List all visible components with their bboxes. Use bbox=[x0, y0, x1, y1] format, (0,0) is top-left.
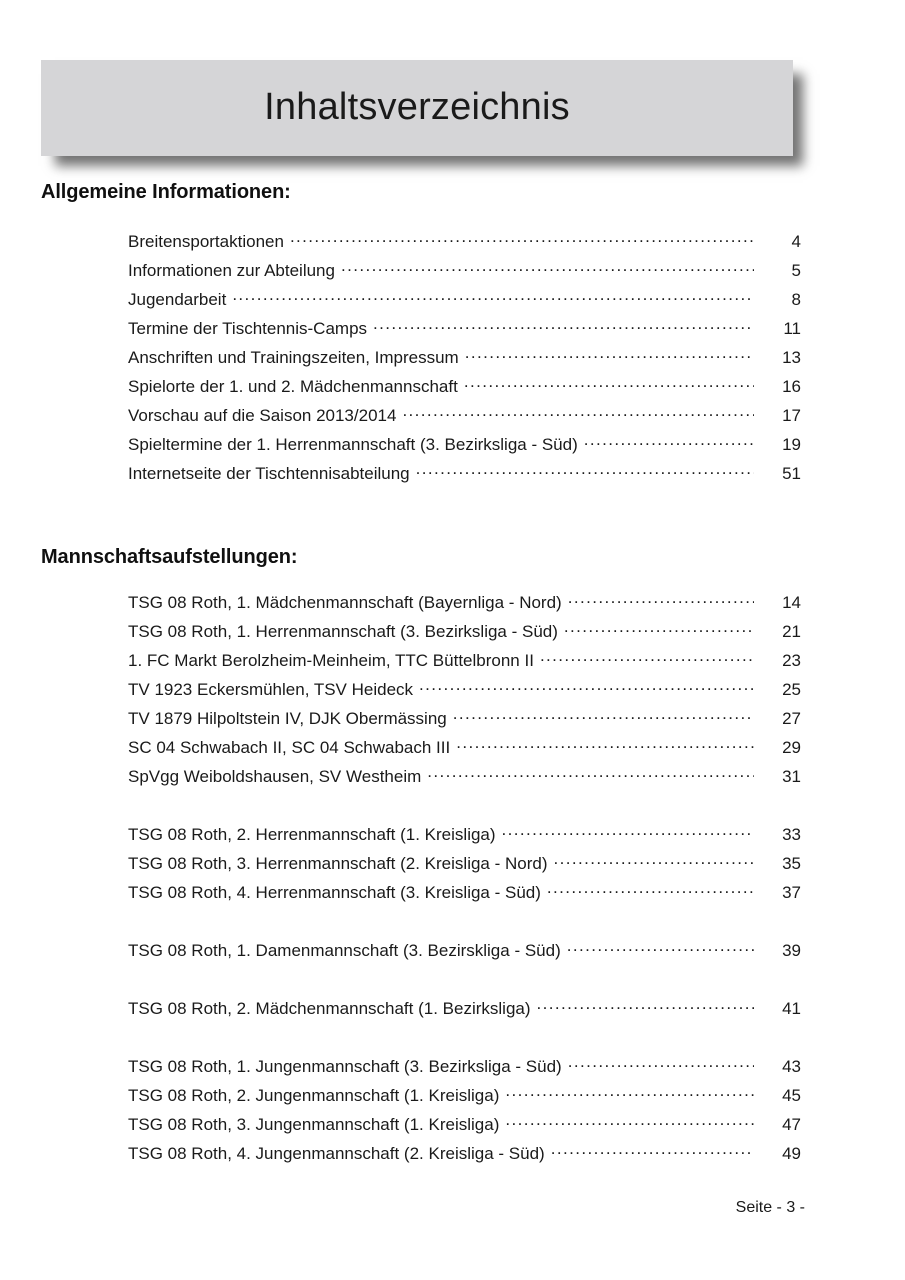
toc-entry-label: Termine der Tischtennis-Camps bbox=[128, 319, 368, 338]
toc-dot-leader bbox=[453, 707, 754, 724]
toc-entry-label: Anschriften und Trainingszeiten, Impressum bbox=[128, 348, 459, 367]
toc-entry-label: TSG 08 Roth, 2. Jungenmannschaft (1. Kreisliga) bbox=[128, 1086, 500, 1105]
toc-entry-page-number: 21 bbox=[782, 622, 801, 641]
toc-entry-label: Vorschau auf die Saison 2013/2014 bbox=[128, 406, 397, 425]
toc-entry-label: TSG 08 Roth, 4. Jungenmannschaft (2. Kreisliga - Süd) bbox=[128, 1144, 545, 1163]
toc-dot-leader bbox=[551, 1142, 754, 1159]
toc-dot-leader bbox=[564, 620, 754, 637]
toc-dot-leader bbox=[584, 433, 754, 450]
toc-list-mannschaftsaufstellungen bbox=[128, 591, 801, 1171]
toc-entry-page-number: 29 bbox=[782, 738, 801, 757]
toc-entry-page-number: 5 bbox=[791, 261, 801, 280]
toc-entry-label: TSG 08 Roth, 1. Herrenmannschaft (3. Bezirksliga - Süd) bbox=[128, 622, 558, 641]
toc-entry[interactable] bbox=[128, 288, 801, 317]
toc-entry[interactable] bbox=[128, 346, 801, 375]
toc-group-spacer bbox=[128, 910, 801, 939]
toc-entry-label: Spielorte der 1. und 2. Mädchenmannschaft bbox=[128, 377, 458, 396]
section-heading-allgemeine-informationen: Allgemeine Informationen: bbox=[41, 181, 291, 203]
toc-entry-page-number: 41 bbox=[782, 999, 801, 1018]
toc-entry-label: 1. FC Markt Berolzheim-Meinheim, TTC Büttelbronn II bbox=[128, 651, 534, 670]
toc-entry[interactable] bbox=[128, 591, 801, 620]
toc-dot-leader bbox=[540, 649, 754, 666]
toc-entry-page-number: 45 bbox=[782, 1086, 801, 1105]
toc-entry-label: SC 04 Schwabach II, SC 04 Schwabach III bbox=[128, 738, 451, 757]
toc-entry-page-number: 49 bbox=[782, 1144, 801, 1163]
toc-entry-label: Spieltermine der 1. Herrenmannschaft (3. Bezirksliga - Süd) bbox=[128, 435, 578, 454]
toc-entry-label: SpVgg Weiboldshausen, SV Westheim bbox=[128, 767, 422, 786]
toc-entry[interactable] bbox=[128, 881, 801, 910]
toc-dot-leader bbox=[568, 591, 754, 608]
toc-entry-page-number: 27 bbox=[782, 709, 801, 728]
title-banner bbox=[41, 60, 793, 156]
toc-dot-leader bbox=[402, 404, 754, 421]
toc-entry-label: TSG 08 Roth, 2. Herrenmannschaft (1. Kreisliga) bbox=[128, 825, 496, 844]
toc-entry-page-number: 51 bbox=[782, 464, 801, 483]
toc-entry-page-number: 17 bbox=[782, 406, 801, 425]
toc-entry[interactable] bbox=[128, 404, 801, 433]
toc-entry[interactable] bbox=[128, 707, 801, 736]
toc-entry[interactable] bbox=[128, 1084, 801, 1113]
toc-dot-leader bbox=[232, 288, 754, 305]
toc-entry-page-number: 25 bbox=[782, 680, 801, 699]
toc-entry-page-number: 4 bbox=[791, 232, 801, 251]
toc-group-spacer bbox=[128, 794, 801, 823]
toc-entry-label: Internetseite der Tischtennisabteilung bbox=[128, 464, 410, 483]
toc-dot-leader bbox=[547, 881, 754, 898]
toc-entry[interactable] bbox=[128, 230, 801, 259]
toc-entry[interactable] bbox=[128, 1055, 801, 1084]
toc-entry-page-number: 33 bbox=[782, 825, 801, 844]
toc-dot-leader bbox=[502, 823, 754, 840]
toc-entry-page-number: 8 bbox=[791, 290, 801, 309]
toc-entry[interactable] bbox=[128, 823, 801, 852]
toc-dot-leader bbox=[537, 997, 754, 1014]
section-heading-mannschaftsaufstellungen: Mannschaftsaufstellungen: bbox=[41, 546, 298, 568]
toc-list-allgemeine-informationen bbox=[128, 230, 801, 491]
toc-dot-leader bbox=[416, 462, 754, 479]
toc-entry[interactable] bbox=[128, 939, 801, 968]
toc-dot-leader bbox=[419, 678, 754, 695]
toc-entry[interactable] bbox=[128, 317, 801, 346]
toc-entry[interactable] bbox=[128, 1142, 801, 1171]
toc-entry-label: TV 1879 Hilpoltstein IV, DJK Obermässing bbox=[128, 709, 447, 728]
toc-dot-leader bbox=[505, 1084, 754, 1101]
page-title: Inhaltsverzeichnis bbox=[264, 86, 570, 128]
toc-entry-label: TSG 08 Roth, 1. Jungenmannschaft (3. Bezirksliga - Süd) bbox=[128, 1057, 562, 1076]
toc-dot-leader bbox=[505, 1113, 754, 1130]
toc-entry-page-number: 39 bbox=[782, 941, 801, 960]
toc-entry-page-number: 23 bbox=[782, 651, 801, 670]
toc-entry-page-number: 14 bbox=[782, 593, 801, 612]
toc-entry[interactable] bbox=[128, 852, 801, 881]
toc-entry[interactable] bbox=[128, 997, 801, 1026]
toc-group-spacer bbox=[128, 968, 801, 997]
toc-dot-leader bbox=[465, 346, 754, 363]
toc-entry[interactable] bbox=[128, 433, 801, 462]
toc-entry[interactable] bbox=[128, 678, 801, 707]
toc-entry-page-number: 31 bbox=[782, 767, 801, 786]
toc-entry-label: Jugendarbeit bbox=[128, 290, 227, 309]
toc-entry[interactable] bbox=[128, 620, 801, 649]
toc-entry-page-number: 16 bbox=[782, 377, 801, 396]
toc-entry-label: Breitensportaktionen bbox=[128, 232, 284, 251]
toc-entry[interactable] bbox=[128, 259, 801, 288]
toc-entry-page-number: 35 bbox=[782, 854, 801, 873]
toc-entry-label: Informationen zur Abteilung bbox=[128, 261, 335, 280]
toc-entry[interactable] bbox=[128, 765, 801, 794]
toc-entry-label: TSG 08 Roth, 1. Damenmannschaft (3. Bezirskliga - Süd) bbox=[128, 941, 561, 960]
toc-entry[interactable] bbox=[128, 1113, 801, 1142]
toc-entry-label: TSG 08 Roth, 4. Herrenmannschaft (3. Kreisliga - Süd) bbox=[128, 883, 541, 902]
toc-dot-leader bbox=[568, 1055, 754, 1072]
toc-entry-page-number: 37 bbox=[782, 883, 801, 902]
toc-entry-page-number: 47 bbox=[782, 1115, 801, 1134]
toc-entry-page-number: 19 bbox=[782, 435, 801, 454]
toc-entry[interactable] bbox=[128, 649, 801, 678]
toc-dot-leader bbox=[567, 939, 754, 956]
toc-entry-page-number: 13 bbox=[782, 348, 801, 367]
footer-page-number: Seite - 3 - bbox=[735, 1199, 805, 1216]
toc-entry[interactable] bbox=[128, 375, 801, 404]
toc-dot-leader bbox=[456, 736, 754, 753]
toc-dot-leader bbox=[427, 765, 754, 782]
toc-entry[interactable] bbox=[128, 736, 801, 765]
toc-group-spacer bbox=[128, 1026, 801, 1055]
toc-entry-label: TSG 08 Roth, 3. Herrenmannschaft (2. Kreisliga - Nord) bbox=[128, 854, 548, 873]
toc-dot-leader bbox=[373, 317, 754, 334]
toc-dot-leader bbox=[464, 375, 754, 392]
toc-entry-label: TV 1923 Eckersmühlen, TSV Heideck bbox=[128, 680, 414, 699]
toc-entry-label: TSG 08 Roth, 3. Jungenmannschaft (1. Kreisliga) bbox=[128, 1115, 500, 1134]
toc-entry[interactable] bbox=[128, 462, 801, 491]
toc-entry-page-number: 43 bbox=[782, 1057, 801, 1076]
toc-dot-leader bbox=[554, 852, 755, 869]
toc-dot-leader bbox=[290, 230, 754, 247]
toc-dot-leader bbox=[341, 259, 754, 276]
toc-entry-label: TSG 08 Roth, 2. Mädchenmannschaft (1. Bezirksliga) bbox=[128, 999, 531, 1018]
toc-entry-label: TSG 08 Roth, 1. Mädchenmannschaft (Bayernliga - Nord) bbox=[128, 593, 562, 612]
toc-entry-page-number: 11 bbox=[783, 319, 801, 338]
